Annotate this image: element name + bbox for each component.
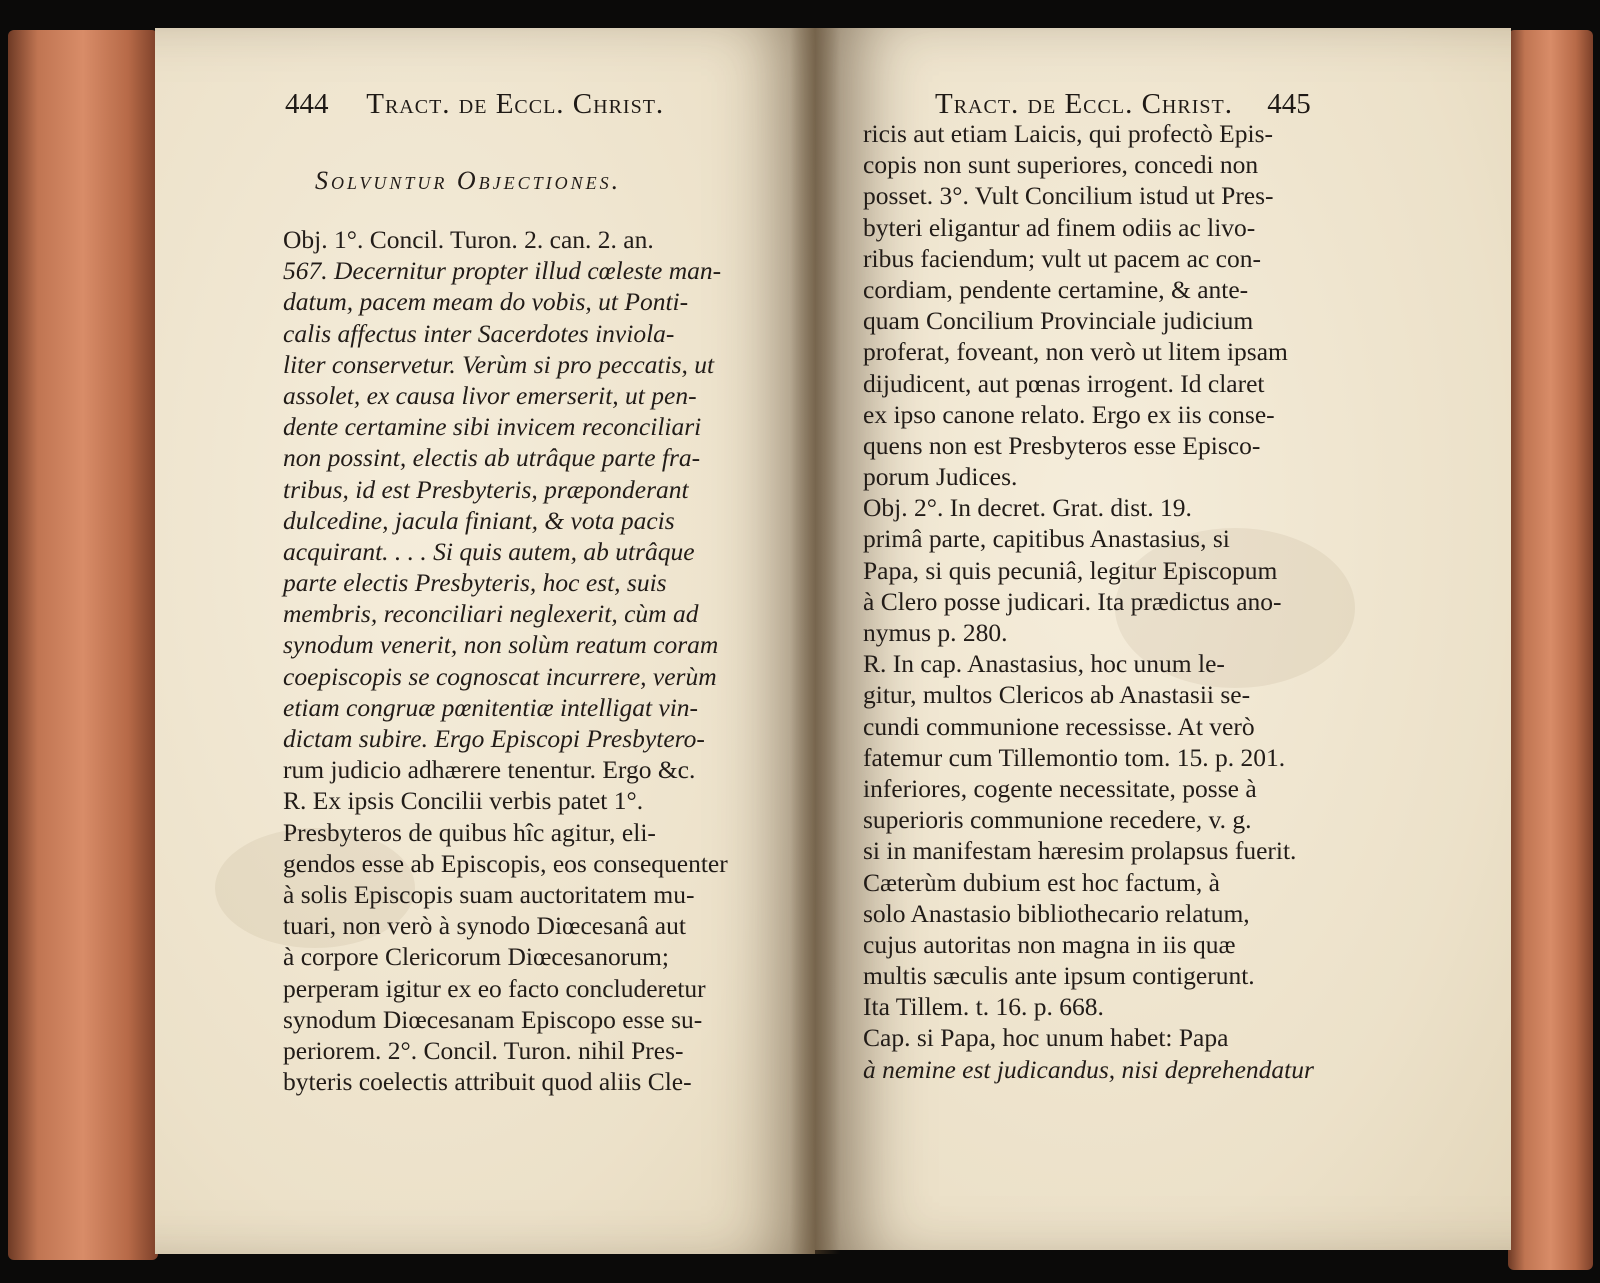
text-line: perperam igitur ex eo facto concluderetur (283, 973, 706, 1003)
text-line: nymus p. 280. (863, 618, 1008, 647)
text-line: cordiam, pendente certamine, & ante- (863, 274, 1249, 304)
text-line: R. In cap. Anastasius, hoc unum le- (863, 649, 1225, 679)
right-page-header (935, 88, 1311, 121)
right-running-head: Tract. de Eccl. Christ. (935, 88, 1233, 120)
text-line: byteri eligantur ad finem odiis ac livo- (863, 212, 1256, 242)
text-line: copis non sunt superiores, concedi non (863, 150, 1259, 180)
text-line: Cæterùm dubium est hoc factum, à (863, 867, 1220, 897)
section-title: Solvuntur Objectiones. (315, 166, 622, 195)
text-line: rum judicio adhærere tenentur. Ergo &c. (283, 755, 696, 785)
text-line: fatemur cum Tillemontio tom. 15. p. 201. (863, 742, 1286, 772)
text-line: R. Ex ipsis Concilii verbis patet 1°. (283, 786, 644, 816)
text-line: posset. 3°. Vult Concilium istud ut Pres- (863, 181, 1274, 211)
text-line: non possint, electis ab utrâque parte fra- (283, 443, 701, 473)
right-page-number: 445 (1267, 88, 1311, 120)
text-line: synodum venerit, non solùm reatum coram (283, 630, 719, 660)
text-line: datum, pacem meam do vobis, ut Ponti- (283, 287, 689, 317)
text-line: superioris communione recedere, v. g. (863, 805, 1252, 835)
text-line: ricis aut etiam Laicis, qui profectò Epis- (863, 119, 1273, 148)
text-line: membris, reconciliari neglexerit, cùm ad (283, 599, 699, 629)
left-page-number: 444 (285, 88, 329, 120)
text-line: liter conservetur. Verùm si pro peccatis, ut (283, 349, 715, 379)
book-gutter (790, 28, 840, 1254)
left-page-text (283, 224, 803, 1097)
text-line: cujus autoritas non magna in iis quæ (863, 929, 1236, 959)
text-line: à solis Episcopis suam auctoritatem mu- (283, 879, 695, 909)
text-line: gitur, multos Clericos ab Anastasii se- (863, 680, 1251, 710)
text-line: tribus, id est Presbyteris, præponderant (283, 474, 689, 504)
text-line: à nemine est judicandus, nisi deprehendatur (863, 1054, 1314, 1084)
text-line: à Clero posse judicari. Ita prædictus ano- (863, 586, 1282, 616)
text-line: à corpore Clericorum Diœcesanorum; (283, 942, 669, 972)
text-line: inferiores, cogente necessitate, posse à (863, 773, 1257, 803)
right-page-edges (1508, 30, 1593, 1270)
text-line: dijudicent, aut pœnas irrogent. Id claret (863, 368, 1265, 398)
text-line: assolet, ex causa livor emerserit, ut pen- (283, 380, 697, 410)
text-line: etiam congruæ pœnitentiæ intelligat vin- (283, 692, 699, 722)
text-line: quam Concilium Provinciale judicium (863, 306, 1254, 336)
text-line: coepiscopis se cognoscat incurrere, verùm (283, 661, 717, 691)
left-page-header (285, 88, 664, 121)
text-line: Papa, si quis pecuniâ, legitur Episcopum (863, 555, 1278, 585)
text-line: dictam subire. Ergo Episcopi Presbytero- (283, 724, 705, 753)
text-line: si in manifestam hæresim prolapsus fuerit. (863, 836, 1297, 866)
text-line: ex ipso canone relato. Ergo ex iis conse- (863, 399, 1275, 429)
right-page (815, 28, 1511, 1250)
text-line: synodum Diœcesanam Episcopo esse su- (283, 1004, 703, 1034)
text-line: dulcedine, jacula finiant, & vota pacis (283, 505, 675, 535)
text-line: ribus faciendum; vult ut pacem ac con- (863, 243, 1261, 273)
left-running-head: Tract. de Eccl. Christ. (366, 88, 665, 120)
text-line: parte electis Presbyteris, hoc est, suis (283, 568, 667, 598)
text-line: Obj. 2°. In decret. Grat. dist. 19. (863, 493, 1192, 523)
text-line: primâ parte, capitibus Anastasius, si (863, 524, 1230, 554)
text-line: Obj. 1°. Concil. Turon. 2. can. 2. an. (283, 225, 654, 254)
text-line: porum Judices. (863, 462, 1018, 492)
text-line: periorem. 2°. Concil. Turon. nihil Pres- (283, 1035, 684, 1065)
text-line: Ita Tillem. t. 16. p. 668. (863, 992, 1104, 1022)
text-line: tuari, non verò à synodo Diœcesanâ aut (283, 911, 686, 941)
text-line: cundi communione recessisse. At verò (863, 711, 1255, 741)
text-line: calis affectus inter Sacerdotes inviola- (283, 318, 675, 348)
left-page-edges (8, 30, 158, 1260)
text-line: solo Anastasio bibliothecario relatum, (863, 898, 1250, 928)
text-line: 567. Decernitur propter illud cœleste man- (283, 256, 722, 286)
text-line: acquirant. . . . Si quis autem, ab utrâque (283, 536, 695, 566)
text-line: proferat, foveant, non verò ut litem ipsam (863, 337, 1288, 367)
text-line: multis sæculis ante ipsum contigerunt. (863, 961, 1255, 991)
right-page-text (863, 118, 1393, 1085)
text-line: dente certamine sibi invicem reconciliari (283, 412, 702, 442)
text-line: quens non est Presbyteros esse Episco- (863, 430, 1261, 460)
text-line: Presbyteros de quibus hîc agitur, eli- (283, 817, 656, 847)
text-line: Cap. si Papa, hoc unum habet: Papa (863, 1023, 1229, 1053)
text-line: gendos esse ab Episcopis, eos consequenter (283, 848, 728, 878)
left-page (155, 28, 815, 1254)
text-line: byteris coelectis attribuit quod aliis Cle- (283, 1067, 692, 1097)
